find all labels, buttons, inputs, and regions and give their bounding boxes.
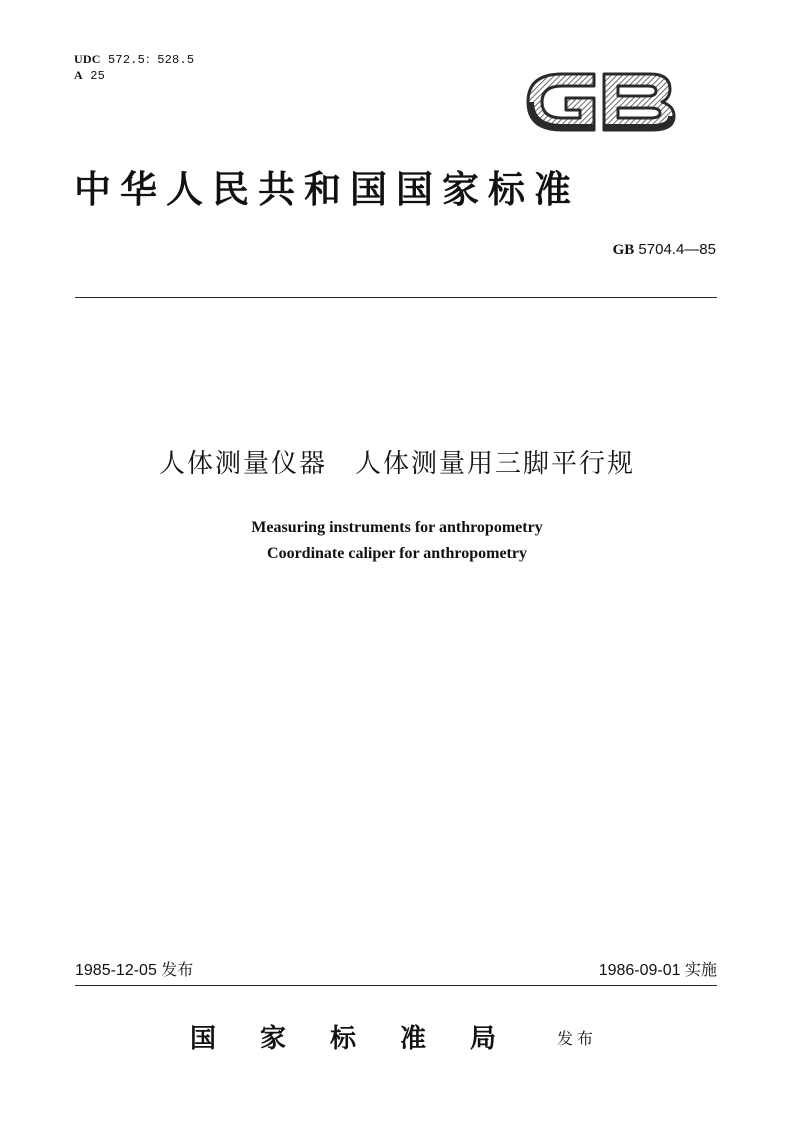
udc-value: 572.5：528.5 (108, 53, 195, 67)
udc-classification (74, 52, 194, 84)
chinese-title: 人体测量仪器 人体测量用三脚平行规 (158, 449, 635, 479)
standard-prefix: GB (612, 242, 635, 258)
english-title-line-2: Coordinate caliper for anthropometry (267, 545, 527, 562)
standard-code: 5704.4—85 (638, 241, 716, 258)
issue-date-value: 1985-12-05 (75, 962, 157, 979)
udc-label: UDC (74, 52, 101, 66)
class-value: 25 (90, 69, 106, 83)
implementation-date-value: 1986-09-01 (598, 962, 681, 979)
bottom-divider (75, 985, 717, 986)
udc-line (74, 52, 194, 68)
implementation-date-label: 实施 (684, 962, 717, 979)
issuing-bureau: 国家标准局 (190, 1024, 541, 1054)
implementation-date (516, 960, 717, 982)
national-standard-title: 中华人民共和国国家标准 (74, 167, 580, 211)
standard-number (560, 240, 716, 260)
issue-date (75, 960, 193, 982)
english-title-line-1: Measuring instruments for anthropometry (251, 519, 543, 536)
class-line (74, 68, 194, 84)
class-label: A (74, 68, 83, 82)
issuing-bureau-suffix: 发布 (557, 1029, 598, 1048)
top-divider (75, 297, 717, 298)
logo-letter-b (604, 74, 674, 130)
issue-date-label: 发布 (161, 962, 194, 979)
gb-logo (522, 62, 678, 142)
